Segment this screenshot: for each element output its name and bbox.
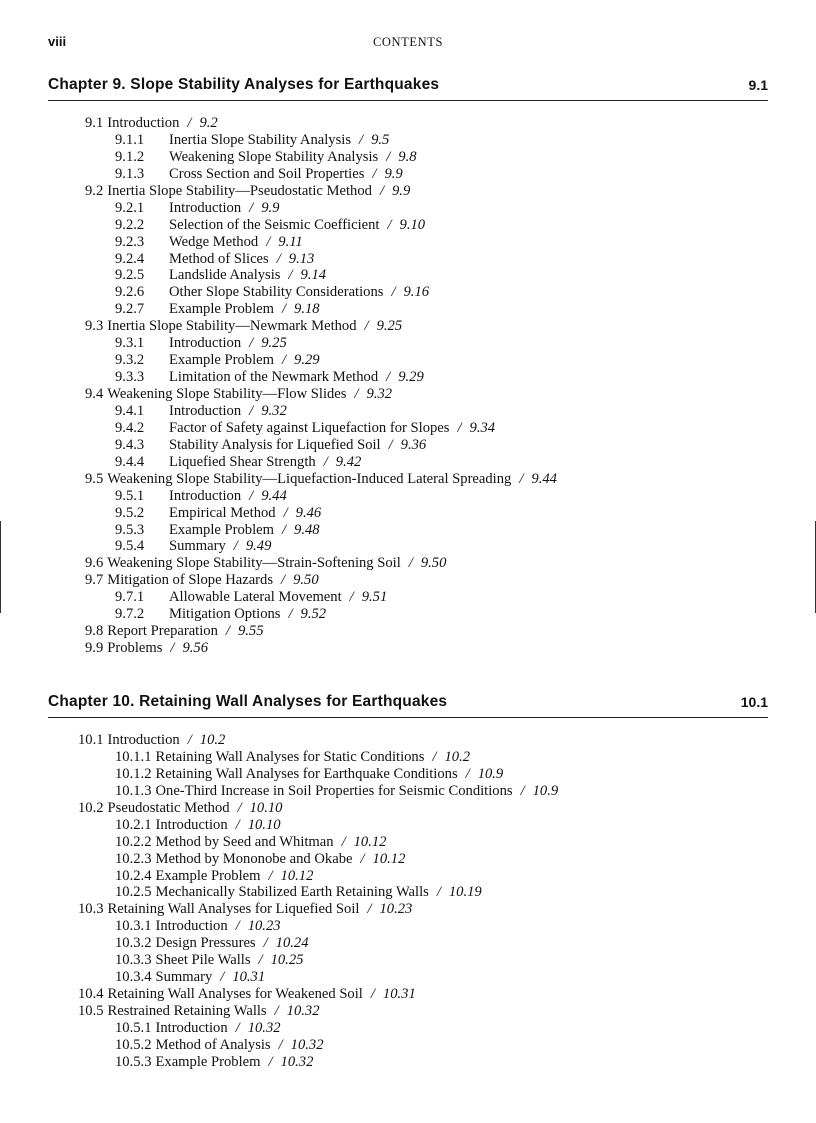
section-page[interactable]: 9.2: [199, 115, 218, 131]
section-number: 9.2.1: [115, 199, 145, 216]
toc-entry[interactable]: [48, 403, 768, 420]
section-page[interactable]: 10.24: [275, 935, 309, 952]
section-number: 9.1.1: [115, 131, 145, 148]
section-page[interactable]: 9.16: [403, 284, 430, 301]
section-page[interactable]: 9.52: [300, 606, 327, 623]
separator-slash: /: [268, 1053, 273, 1070]
section-number: 9.5.1: [115, 487, 145, 504]
toc-entry[interactable]: [48, 851, 768, 868]
section-page[interactable]: 9.50: [420, 555, 447, 572]
toc-entry[interactable]: [48, 335, 768, 352]
separator-slash: /: [370, 986, 375, 1003]
separator-slash: /: [283, 504, 288, 521]
separator-slash: /: [281, 572, 286, 589]
section-page[interactable]: 9.42: [335, 453, 362, 470]
section-title[interactable]: Inertia Slope Stability—Pseudostatic Method: [107, 182, 372, 199]
separator-slash: /: [170, 640, 175, 657]
section-title[interactable]: Retaining Wall Analyses for Weakened Soil: [107, 986, 363, 1003]
section-page[interactable]: 9.29: [398, 369, 424, 386]
toc-entry[interactable]: [48, 217, 768, 234]
separator-slash: /: [323, 453, 328, 470]
section-title[interactable]: Example Problem: [169, 352, 274, 369]
section-page[interactable]: 9.5: [371, 131, 390, 148]
section-page[interactable]: 10.32: [280, 1053, 314, 1070]
section-number: 9.9: [85, 640, 104, 657]
section-number: 9.1.3: [115, 165, 145, 182]
section-title[interactable]: Method by Mononobe and Okabe: [155, 850, 353, 867]
separator-slash: /: [268, 867, 273, 884]
toc-entry[interactable]: [48, 1054, 768, 1071]
toc-entry[interactable]: [48, 800, 768, 817]
separator-slash: /: [249, 487, 254, 504]
section-number: 9.2.2: [115, 216, 145, 233]
separator-slash: /: [220, 969, 225, 986]
toc-entry[interactable]: [48, 732, 768, 749]
section-title[interactable]: Method of Slices: [169, 250, 269, 267]
toc-entry[interactable]: [48, 318, 768, 335]
section-number: 10.1: [78, 732, 104, 748]
section-number: 9.7: [85, 572, 104, 589]
chapter-9-section: [48, 76, 768, 657]
toc-entry[interactable]: [48, 1020, 768, 1037]
section-page[interactable]: 10.32: [247, 1019, 281, 1036]
section-number: 9.2: [85, 182, 104, 199]
toc-entry[interactable]: [48, 623, 768, 640]
section-title[interactable]: Inertia Slope Stability Analysis: [169, 131, 352, 148]
separator-slash: /: [274, 1003, 279, 1019]
toc-entry[interactable]: [48, 640, 768, 657]
section-number: 9.4.2: [115, 419, 145, 436]
section-title[interactable]: Selection of the Seismic Coefficient: [169, 216, 380, 233]
toc-entry[interactable]: [48, 884, 768, 901]
separator-slash: /: [288, 267, 293, 284]
section-number: 10.3.4: [115, 969, 152, 986]
separator-slash: /: [465, 765, 470, 782]
section-title[interactable]: Weakening Slope Stability Analysis: [169, 148, 379, 165]
section-number: 9.2.4: [115, 250, 145, 267]
section-page[interactable]: 9.55: [237, 623, 264, 640]
toc-entry[interactable]: [48, 589, 768, 606]
separator-slash: /: [341, 833, 346, 850]
toc-entry[interactable]: [48, 437, 768, 454]
section-page[interactable]: 10.10: [247, 816, 281, 833]
toc-entry[interactable]: [48, 538, 768, 555]
section-number: 10.1.2: [115, 765, 152, 782]
toc-entries: [48, 115, 768, 657]
section-title[interactable]: Weakening Slope Stability—Flow Slides: [107, 386, 347, 402]
separator-slash: /: [387, 216, 392, 233]
separator-slash: /: [359, 131, 364, 148]
toc-entry[interactable]: [48, 234, 768, 251]
section-page[interactable]: 9.44: [531, 470, 557, 487]
section-title[interactable]: Retaining Wall Analyses for Earthquake Conditions: [155, 765, 458, 782]
section-number: 9.3.1: [115, 335, 145, 352]
section-number: 9.2.6: [115, 284, 145, 301]
toc-entry[interactable]: [48, 901, 768, 918]
separator-slash: /: [233, 538, 238, 555]
toc-entry[interactable]: [48, 969, 768, 986]
section-number: 10.2: [78, 799, 104, 816]
section-page[interactable]: 9.18: [294, 301, 320, 318]
separator-slash: /: [249, 402, 254, 419]
section-page[interactable]: 9.51: [361, 589, 388, 606]
section-title[interactable]: Sheet Pile Walls: [155, 952, 251, 969]
section-title[interactable]: Weakening Slope Stability—Liquefaction-Induced Lateral Spreading: [107, 470, 512, 487]
section-title[interactable]: Allowable Lateral Movement: [169, 589, 342, 606]
section-number: 9.2.5: [115, 267, 145, 284]
section-number: 9.4: [85, 386, 104, 402]
running-head: [48, 34, 768, 52]
separator-slash: /: [520, 782, 525, 799]
section-title[interactable]: Method by Seed and Whitman: [155, 833, 334, 850]
section-title[interactable]: One-Third Increase in Soil Properties for Seismic Conditions: [155, 782, 513, 799]
separator-slash: /: [249, 335, 254, 352]
section-number: 9.3: [85, 318, 104, 335]
toc-entry[interactable]: [48, 935, 768, 952]
section-title[interactable]: Limitation of the Newmark Method: [169, 369, 379, 386]
chapter-page[interactable]: 9.1: [748, 77, 768, 93]
separator-slash: /: [235, 816, 240, 833]
section-number: 10.3.1: [115, 918, 152, 935]
section-number: 9.4.3: [115, 436, 145, 453]
toc-entry[interactable]: [48, 749, 768, 766]
section-title[interactable]: Method of Analysis: [155, 1036, 271, 1053]
section-page[interactable]: 9.14: [300, 267, 327, 284]
separator-slash: /: [187, 732, 192, 748]
separator-slash: /: [360, 850, 365, 867]
section-number: 10.5: [78, 1003, 104, 1019]
toc-entries: [48, 732, 768, 1071]
section-number: 9.3.2: [115, 352, 145, 369]
separator-slash: /: [386, 148, 391, 165]
section-number: 9.5: [85, 470, 104, 487]
section-number: 9.5.2: [115, 504, 145, 521]
section-number: 10.4: [78, 986, 104, 1003]
page-number: viii: [48, 34, 67, 49]
separator-slash: /: [457, 419, 462, 436]
chapter-heading: [48, 693, 768, 718]
toc-entry[interactable]: [48, 488, 768, 505]
section-page[interactable]: 10.23: [379, 901, 413, 918]
toc-entry[interactable]: [48, 183, 768, 200]
section-title[interactable]: Stability Analysis for Liquefied Soil: [169, 436, 381, 453]
separator-slash: /: [266, 233, 271, 250]
section-title[interactable]: Wedge Method: [169, 233, 259, 250]
separator-slash: /: [364, 318, 369, 335]
section-number: 10.2.5: [115, 884, 152, 901]
section-number: 9.7.2: [115, 606, 145, 623]
section-title[interactable]: Introduction: [107, 732, 180, 748]
toc-entry[interactable]: [48, 149, 768, 166]
toc-entry[interactable]: [48, 986, 768, 1003]
section-page[interactable]: 10.23: [247, 918, 281, 935]
toc-entry[interactable]: [48, 766, 768, 783]
section-title[interactable]: Introduction: [155, 918, 228, 935]
section-number: 9.7.1: [115, 589, 145, 606]
section-page[interactable]: 10.31: [232, 969, 266, 986]
running-title: CONTENTS: [372, 35, 444, 49]
section-title[interactable]: Example Problem: [169, 521, 274, 538]
separator-slash: /: [263, 935, 268, 952]
section-title[interactable]: Summary: [155, 969, 213, 986]
section-title[interactable]: Report Preparation: [107, 623, 218, 640]
section-title[interactable]: Introduction: [169, 199, 242, 216]
section-page[interactable]: 9.9: [392, 182, 411, 199]
toc-entry[interactable]: [48, 251, 768, 268]
section-title[interactable]: Introduction: [169, 402, 242, 419]
toc-entry[interactable]: [48, 454, 768, 471]
section-page[interactable]: 9.44: [261, 487, 287, 504]
separator-slash: /: [436, 884, 441, 901]
separator-slash: /: [276, 250, 281, 267]
section-title[interactable]: Introduction: [169, 335, 242, 352]
separator-slash: /: [386, 369, 391, 386]
section-title[interactable]: Retaining Wall Analyses for Static Conditions: [155, 748, 425, 765]
section-page[interactable]: 9.13: [288, 250, 315, 267]
toc-entry[interactable]: [48, 352, 768, 369]
toc-entry[interactable]: [48, 1037, 768, 1054]
toc-entry[interactable]: [48, 834, 768, 851]
section-number: 10.5.3: [115, 1053, 152, 1070]
section-title[interactable]: Mitigation Options: [169, 606, 281, 623]
section-number: 9.1.2: [115, 148, 145, 165]
section-number: 10.2.2: [115, 833, 152, 850]
section-title[interactable]: Introduction: [169, 487, 242, 504]
section-title[interactable]: Liquefied Shear Strength: [169, 453, 316, 470]
toc-entry[interactable]: [48, 301, 768, 318]
separator-slash: /: [388, 436, 393, 453]
section-number: 10.5.1: [115, 1019, 152, 1036]
separator-slash: /: [349, 589, 354, 606]
section-title[interactable]: Introduction: [107, 115, 180, 131]
section-number: 10.2.3: [115, 850, 152, 867]
section-page[interactable]: 10.9: [477, 765, 504, 782]
section-title[interactable]: Empirical Method: [169, 504, 276, 521]
section-page[interactable]: 9.32: [366, 386, 393, 402]
toc-entry[interactable]: [48, 817, 768, 834]
section-number: 10.3.2: [115, 935, 152, 952]
toc-entry[interactable]: [48, 166, 768, 183]
section-title[interactable]: Design Pressures: [155, 935, 256, 952]
separator-slash: /: [225, 623, 230, 640]
section-page[interactable]: 9.25: [261, 335, 287, 352]
section-number: 9.1: [85, 115, 104, 131]
separator-slash: /: [354, 386, 359, 402]
separator-slash: /: [372, 165, 377, 182]
section-page[interactable]: 9.34: [469, 419, 496, 436]
section-page[interactable]: 10.9: [532, 782, 559, 799]
separator-slash: /: [235, 1019, 240, 1036]
section-page[interactable]: 9.56: [182, 640, 208, 657]
section-page[interactable]: 9.48: [294, 521, 320, 538]
separator-slash: /: [235, 918, 240, 935]
section-number: 9.5.3: [115, 521, 145, 538]
section-number: 10.5.2: [115, 1036, 152, 1053]
section-title[interactable]: Introduction: [155, 816, 228, 833]
separator-slash: /: [288, 606, 293, 623]
toc-entry[interactable]: [48, 522, 768, 539]
toc-entry[interactable]: [48, 420, 768, 437]
chapter-title[interactable]: Chapter 10. Retaining Wall Analyses for Earthquakes: [48, 693, 448, 710]
section-page[interactable]: 10.25: [270, 952, 304, 969]
section-number: 9.8: [85, 623, 104, 640]
separator-slash: /: [519, 470, 524, 487]
toc-entry[interactable]: [48, 572, 768, 589]
section-title[interactable]: Example Problem: [155, 867, 261, 884]
section-page[interactable]: 9.11: [278, 233, 303, 250]
section-page[interactable]: 10.12: [353, 833, 387, 850]
toc-entry[interactable]: [48, 115, 768, 132]
separator-slash: /: [408, 555, 413, 572]
toc-entry[interactable]: [48, 284, 768, 301]
toc-entry[interactable]: [48, 386, 768, 403]
section-title[interactable]: Problems: [107, 640, 163, 657]
toc-entry[interactable]: [48, 1003, 768, 1020]
separator-slash: /: [258, 952, 263, 969]
section-title[interactable]: Weakening Slope Stability—Strain-Softening Soil: [107, 555, 401, 572]
section-title[interactable]: Summary: [169, 538, 226, 555]
section-page[interactable]: 10.12: [372, 850, 406, 867]
section-title[interactable]: Factor of Safety against Liquefaction for Slopes: [169, 419, 450, 436]
section-page[interactable]: 9.10: [399, 216, 426, 233]
section-page[interactable]: 10.31: [382, 986, 416, 1003]
section-page[interactable]: 10.32: [286, 1003, 320, 1019]
scan-margin-mark-left: [0, 521, 1, 613]
section-title[interactable]: Mechanically Stabilized Earth Retaining Walls: [155, 884, 429, 901]
section-title[interactable]: Inertia Slope Stability—Newmark Method: [107, 318, 357, 335]
toc-entry[interactable]: [48, 868, 768, 885]
separator-slash: /: [391, 284, 396, 301]
chapter-10-section: [48, 693, 768, 1071]
section-page[interactable]: 10.32: [290, 1036, 324, 1053]
separator-slash: /: [281, 301, 287, 318]
separator-slash: /: [187, 115, 192, 131]
section-number: 10.1.1: [115, 748, 152, 765]
section-page[interactable]: 9.32: [261, 402, 287, 419]
section-number: 10.2.4: [115, 867, 152, 884]
section-title[interactable]: Landslide Analysis: [169, 267, 281, 284]
separator-slash: /: [432, 748, 437, 765]
section-number: 10.3: [78, 901, 104, 918]
section-title[interactable]: Other Slope Stability Considerations: [169, 284, 384, 301]
toc-entry[interactable]: [48, 918, 768, 935]
toc-entry[interactable]: [48, 471, 768, 488]
section-page[interactable]: 9.25: [376, 318, 403, 335]
section-number: 9.4.1: [115, 402, 145, 419]
section-page[interactable]: 10.2: [199, 732, 226, 748]
toc-entry[interactable]: [48, 555, 768, 572]
section-page[interactable]: 9.50: [293, 572, 319, 589]
section-page[interactable]: 10.2: [444, 748, 471, 765]
section-page[interactable]: 10.19: [448, 884, 482, 901]
section-page[interactable]: 10.10: [249, 799, 283, 816]
section-title[interactable]: Pseudostatic Method: [107, 799, 230, 816]
toc-entry[interactable]: [48, 606, 768, 623]
separator-slash: /: [367, 901, 372, 918]
section-number: 9.2.7: [115, 301, 145, 318]
section-title[interactable]: Introduction: [155, 1019, 228, 1036]
toc-entry[interactable]: [48, 952, 768, 969]
chapter-heading: [48, 76, 768, 101]
separator-slash: /: [237, 799, 242, 816]
section-page[interactable]: 9.36: [400, 436, 427, 453]
section-number: 9.6: [85, 555, 104, 572]
chapter-title[interactable]: Chapter 9. Slope Stability Analyses for Earthquakes: [48, 76, 440, 93]
section-number: 10.2.1: [115, 816, 152, 833]
toc-entry[interactable]: [48, 267, 768, 284]
section-title[interactable]: Retaining Wall Analyses for Liquefied Soil: [107, 901, 360, 918]
toc-entry[interactable]: [48, 369, 768, 386]
toc-entry[interactable]: [48, 200, 768, 217]
section-title[interactable]: Example Problem: [169, 301, 274, 318]
toc-entry[interactable]: [48, 783, 768, 800]
toc-entry[interactable]: [48, 505, 768, 522]
section-number: 10.1.3: [115, 782, 152, 799]
section-page[interactable]: 9.29: [294, 352, 320, 369]
section-title[interactable]: Example Problem: [155, 1053, 261, 1070]
section-number: 9.3.3: [115, 369, 145, 386]
separator-slash: /: [281, 352, 287, 369]
separator-slash: /: [249, 199, 254, 216]
section-page[interactable]: 9.46: [295, 504, 322, 521]
section-number: 9.2.3: [115, 233, 145, 250]
section-number: 10.3.3: [115, 952, 152, 969]
section-page[interactable]: 9.8: [398, 148, 417, 165]
section-title[interactable]: Mitigation of Slope Hazards: [107, 572, 274, 589]
section-page[interactable]: 9.49: [245, 538, 272, 555]
chapter-page[interactable]: 10.1: [740, 694, 768, 710]
section-number: 9.4.4: [115, 453, 145, 470]
section-title[interactable]: Restrained Retaining Walls: [107, 1003, 267, 1019]
separator-slash: /: [379, 182, 384, 199]
section-title[interactable]: Cross Section and Soil Properties: [169, 165, 365, 182]
separator-slash: /: [281, 521, 287, 538]
section-page[interactable]: 10.12: [280, 867, 314, 884]
section-page[interactable]: 9.9: [384, 165, 403, 182]
section-number: 9.5.4: [115, 538, 145, 555]
separator-slash: /: [278, 1036, 283, 1053]
section-page[interactable]: 9.9: [261, 199, 280, 216]
toc-entry[interactable]: [48, 132, 768, 149]
